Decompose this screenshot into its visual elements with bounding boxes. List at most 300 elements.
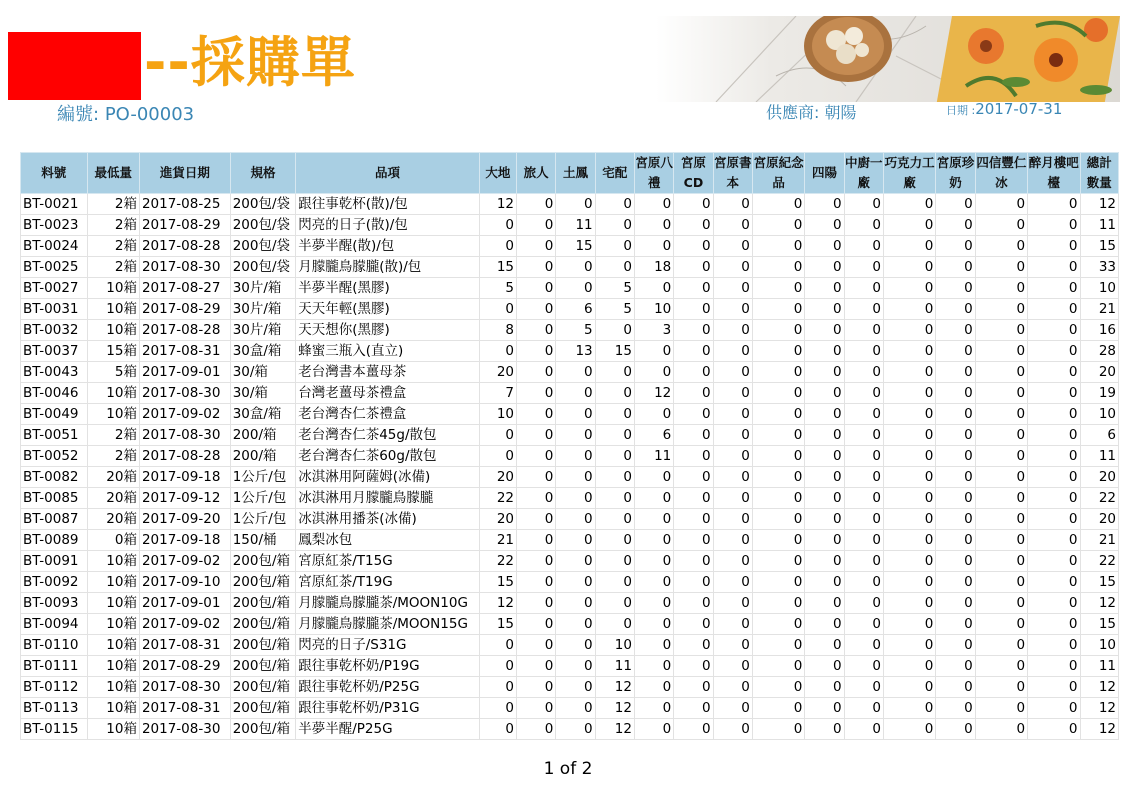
table-cell: 0 — [805, 383, 844, 404]
table-cell: 0 — [805, 593, 844, 614]
table-body — [21, 194, 1119, 740]
table-cell: 0 — [844, 551, 883, 572]
table-cell: 0 — [595, 446, 634, 467]
table-row — [21, 215, 1119, 236]
table-cell: 0 — [556, 656, 595, 677]
table-cell: 0 — [713, 467, 752, 488]
table-cell: 0 — [1028, 278, 1080, 299]
table-cell: 0 — [517, 320, 556, 341]
table-cell: 台灣老薑母茶禮盒 — [296, 383, 480, 404]
table-cell: 0 — [975, 404, 1027, 425]
table-cell: 0 — [674, 593, 713, 614]
table-cell: 0 — [752, 236, 804, 257]
table-cell: 13 — [556, 341, 595, 362]
table-cell: 0 — [1028, 656, 1080, 677]
table-cell: 0 — [517, 509, 556, 530]
table-cell: 6 — [556, 299, 595, 320]
table-cell: 12 — [1080, 593, 1118, 614]
table-cell: 10箱 — [87, 320, 139, 341]
table-cell: 0 — [805, 404, 844, 425]
table-cell: 0 — [844, 257, 883, 278]
table-cell: 0 — [883, 530, 935, 551]
table-cell: 0 — [936, 404, 975, 425]
table-cell: 0 — [752, 677, 804, 698]
table-cell: 6 — [634, 425, 673, 446]
table-cell: 0 — [805, 635, 844, 656]
table-cell: 20 — [479, 362, 516, 383]
table-cell: 33 — [1080, 257, 1118, 278]
table-cell: 冰淇淋用播茶(冰備) — [296, 509, 480, 530]
table-cell: 0 — [844, 278, 883, 299]
table-cell: 0 — [752, 530, 804, 551]
table-cell: 0 — [936, 551, 975, 572]
table-cell: 0 — [936, 383, 975, 404]
column-header: 料號 — [21, 153, 88, 194]
table-cell: 2017-09-01 — [139, 362, 230, 383]
table-row — [21, 362, 1119, 383]
table-row — [21, 635, 1119, 656]
table-cell: 0 — [556, 383, 595, 404]
table-cell: 0 — [936, 530, 975, 551]
table-cell: 12 — [479, 194, 516, 215]
table-cell: BT-0082 — [21, 467, 88, 488]
redacted-logo — [8, 32, 141, 100]
table-cell: 0 — [713, 278, 752, 299]
table-cell: 20 — [1080, 362, 1118, 383]
table-cell: 0 — [634, 404, 673, 425]
table-cell: 0 — [805, 488, 844, 509]
table-row — [21, 656, 1119, 677]
table-cell: 12 — [634, 383, 673, 404]
column-header: 宮原紀念品 — [752, 153, 804, 194]
table-cell: 0 — [517, 551, 556, 572]
table-cell: 0 — [595, 467, 634, 488]
date-label: 日期 : — [946, 104, 976, 117]
table-cell: 200/箱 — [230, 446, 296, 467]
table-cell: 0 — [1028, 383, 1080, 404]
table-cell: 0 — [936, 362, 975, 383]
table-cell: 200包/袋 — [230, 257, 296, 278]
table-cell: 2017-08-30 — [139, 677, 230, 698]
column-header: 大地 — [479, 153, 516, 194]
table-cell: 10箱 — [87, 572, 139, 593]
table-cell: 0 — [634, 341, 673, 362]
table-cell: 0 — [595, 383, 634, 404]
table-row — [21, 719, 1119, 740]
column-header: 最低量 — [87, 153, 139, 194]
table-cell: 20 — [1080, 509, 1118, 530]
table-row — [21, 551, 1119, 572]
table-cell: 15 — [1080, 236, 1118, 257]
table-cell: 0 — [805, 509, 844, 530]
table-cell: 0 — [883, 404, 935, 425]
table-cell: 0 — [634, 635, 673, 656]
table-cell: 2017-08-31 — [139, 698, 230, 719]
table-cell: 0 — [517, 677, 556, 698]
table-cell: 11 — [556, 215, 595, 236]
table-cell: 0 — [517, 530, 556, 551]
table-cell: 20箱 — [87, 509, 139, 530]
table-row — [21, 299, 1119, 320]
table-cell: 10箱 — [87, 383, 139, 404]
table-cell: 0 — [883, 719, 935, 740]
table-cell: 0 — [975, 383, 1027, 404]
table-cell: 0 — [936, 425, 975, 446]
table-cell: 0 — [844, 698, 883, 719]
table-cell: 0 — [752, 488, 804, 509]
table-cell: 0 — [713, 320, 752, 341]
table-cell: 2箱 — [87, 215, 139, 236]
table-cell: 0 — [1028, 425, 1080, 446]
table-cell: 0 — [595, 488, 634, 509]
table-cell: 0 — [517, 257, 556, 278]
table-cell: 0 — [975, 551, 1027, 572]
table-cell: 12 — [1080, 698, 1118, 719]
table-cell: 0 — [1028, 236, 1080, 257]
table-cell: 0 — [517, 656, 556, 677]
table-cell: 0 — [752, 257, 804, 278]
table-cell: 0 — [805, 278, 844, 299]
table-cell: 0 — [844, 404, 883, 425]
table-cell: 12 — [1080, 719, 1118, 740]
table-cell: 200包/箱 — [230, 677, 296, 698]
table-cell: 0 — [752, 551, 804, 572]
table-cell: 老台灣杏仁茶60g/散包 — [296, 446, 480, 467]
table-cell: 0 — [883, 236, 935, 257]
order-date — [946, 100, 1062, 118]
table-cell: 0 — [595, 593, 634, 614]
supplier-value: 朝陽 — [824, 103, 857, 122]
table-cell: 30盒/箱 — [230, 404, 296, 425]
table-cell: 0 — [1028, 530, 1080, 551]
table-cell: 0 — [674, 677, 713, 698]
table-cell: 0 — [805, 320, 844, 341]
table-cell: 0 — [805, 299, 844, 320]
table-cell: 0 — [752, 467, 804, 488]
table-cell: 0 — [634, 719, 673, 740]
table-row — [21, 194, 1119, 215]
table-cell: 2017-08-31 — [139, 635, 230, 656]
table-cell: 200包/袋 — [230, 236, 296, 257]
table-cell: 冰淇淋用阿薩姆(冰備) — [296, 467, 480, 488]
table-row — [21, 530, 1119, 551]
table-cell: 2017-08-28 — [139, 320, 230, 341]
column-header: 宮原CD — [674, 153, 713, 194]
table-cell: 0 — [634, 656, 673, 677]
table-cell: 0 — [595, 572, 634, 593]
column-header: 宮原書本 — [713, 153, 752, 194]
table-cell: 200包/箱 — [230, 551, 296, 572]
table-cell: 0 — [1028, 299, 1080, 320]
table-cell: 0 — [517, 719, 556, 740]
column-header: 進貨日期 — [139, 153, 230, 194]
table-cell: 0 — [556, 404, 595, 425]
table-row — [21, 341, 1119, 362]
table-cell: 0 — [936, 278, 975, 299]
po-number-label: 編號: — [57, 104, 100, 125]
table-cell: 20箱 — [87, 467, 139, 488]
table-cell: 2017-08-30 — [139, 425, 230, 446]
table-cell: 0 — [713, 593, 752, 614]
table-cell: 閃亮的日子/S31G — [296, 635, 480, 656]
table-cell: 22 — [1080, 551, 1118, 572]
table-row — [21, 593, 1119, 614]
table-row — [21, 320, 1119, 341]
table-cell: 0 — [805, 236, 844, 257]
table-cell: 0 — [883, 383, 935, 404]
table-cell: 11 — [595, 656, 634, 677]
table-cell: 2017-08-29 — [139, 656, 230, 677]
table-cell: 0 — [975, 215, 1027, 236]
table-cell: 0 — [479, 446, 516, 467]
table-cell: 0 — [674, 446, 713, 467]
table-cell: 0 — [936, 656, 975, 677]
table-cell: 0 — [805, 341, 844, 362]
table-cell: 2017-08-27 — [139, 278, 230, 299]
page-indicator: 1 of 2 — [543, 759, 593, 779]
table-cell: 20 — [1080, 467, 1118, 488]
table-cell: 0 — [556, 719, 595, 740]
table-cell: 老台灣書本薑母茶 — [296, 362, 480, 383]
table-cell: 0 — [479, 719, 516, 740]
table-cell: 0 — [1028, 614, 1080, 635]
table-cell: 10箱 — [87, 551, 139, 572]
table-cell: 0 — [595, 404, 634, 425]
table-cell: 12 — [479, 593, 516, 614]
date-value: 2017-07-31 — [975, 100, 1063, 118]
table-cell: 20箱 — [87, 488, 139, 509]
table-cell: 12 — [595, 698, 634, 719]
column-header: 四陽 — [805, 153, 844, 194]
table-cell: 0 — [674, 278, 713, 299]
table-cell: 2箱 — [87, 194, 139, 215]
table-cell: 0 — [805, 677, 844, 698]
table-cell: 0 — [1028, 404, 1080, 425]
table-cell: 0 — [936, 446, 975, 467]
table-cell: 21 — [1080, 530, 1118, 551]
table-cell: BT-0113 — [21, 698, 88, 719]
table-cell: 0 — [975, 593, 1027, 614]
table-cell: 老台灣杏仁茶禮盒 — [296, 404, 480, 425]
table-cell: 0 — [975, 698, 1027, 719]
table-cell: 0 — [936, 614, 975, 635]
table-cell: 0 — [634, 509, 673, 530]
column-header: 醉月樓吧檯 — [1028, 153, 1080, 194]
table-cell: 0 — [556, 488, 595, 509]
table-cell: 0 — [805, 467, 844, 488]
table-cell: 0 — [556, 635, 595, 656]
table-cell: 0 — [556, 677, 595, 698]
table-cell: 10箱 — [87, 278, 139, 299]
table-cell: 30/箱 — [230, 362, 296, 383]
table-cell: 0 — [517, 278, 556, 299]
table-cell: 0 — [713, 509, 752, 530]
table-cell: 11 — [1080, 215, 1118, 236]
table-cell: 0 — [479, 425, 516, 446]
table-cell: 2017-08-30 — [139, 719, 230, 740]
table-cell: 老台灣杏仁茶45g/散包 — [296, 425, 480, 446]
table-cell: 5 — [479, 278, 516, 299]
table-cell: 0 — [674, 572, 713, 593]
table-row — [21, 614, 1119, 635]
table-cell: 0 — [844, 320, 883, 341]
table-row — [21, 446, 1119, 467]
table-cell: 0 — [844, 677, 883, 698]
table-cell: 150/桶 — [230, 530, 296, 551]
table-cell: 16 — [1080, 320, 1118, 341]
table-cell: 0 — [479, 677, 516, 698]
column-header: 品項 — [296, 153, 480, 194]
table-cell: 0 — [674, 509, 713, 530]
table-cell: 0 — [975, 320, 1027, 341]
table-cell: 0 — [936, 572, 975, 593]
table-cell: 2箱 — [87, 236, 139, 257]
table-cell: 0 — [713, 488, 752, 509]
table-cell: 0 — [713, 446, 752, 467]
table-cell: 0 — [975, 509, 1027, 530]
table-cell: 0 — [752, 341, 804, 362]
table-cell: 月朦朧鳥朦朧(散)/包 — [296, 257, 480, 278]
column-header: 巧克力工廠 — [883, 153, 935, 194]
table-row — [21, 677, 1119, 698]
table-cell: 10箱 — [87, 593, 139, 614]
table-cell: 0 — [805, 530, 844, 551]
table-cell: 0 — [844, 614, 883, 635]
table-cell: 0 — [713, 635, 752, 656]
table-row — [21, 404, 1119, 425]
table-cell: 0 — [936, 320, 975, 341]
table-cell: 0 — [556, 278, 595, 299]
table-cell: 0 — [936, 236, 975, 257]
table-cell: 0 — [674, 299, 713, 320]
table-cell: 0 — [975, 530, 1027, 551]
table-cell: 0 — [713, 362, 752, 383]
table-cell: 0 — [883, 278, 935, 299]
decorative-banner-image — [656, 16, 1120, 102]
table-cell: 0 — [883, 446, 935, 467]
table-cell: 0 — [634, 278, 673, 299]
table-cell: 10箱 — [87, 677, 139, 698]
table-cell: 2017-08-30 — [139, 383, 230, 404]
table-cell: 0 — [883, 362, 935, 383]
table-cell: 0 — [883, 656, 935, 677]
table-cell: 0 — [517, 299, 556, 320]
table-cell: 12 — [595, 677, 634, 698]
table-cell: 0 — [936, 593, 975, 614]
table-cell: 0 — [713, 719, 752, 740]
table-cell: 0 — [936, 257, 975, 278]
table-cell: 0 — [634, 362, 673, 383]
table-cell: 0 — [752, 299, 804, 320]
table-cell: 2017-08-28 — [139, 446, 230, 467]
table-cell: 200包/箱 — [230, 572, 296, 593]
table-row — [21, 278, 1119, 299]
table-cell: 0 — [595, 614, 634, 635]
table-cell: 0 — [556, 614, 595, 635]
supplier-label: 供應商: — [766, 103, 820, 122]
table-cell: 0 — [674, 425, 713, 446]
table-cell: 22 — [479, 488, 516, 509]
table-cell: 15 — [556, 236, 595, 257]
table-cell: 0 — [975, 425, 1027, 446]
table-cell: 0 — [634, 677, 673, 698]
column-header: 旅人 — [517, 153, 556, 194]
table-cell: 10箱 — [87, 719, 139, 740]
table-cell: 0 — [975, 572, 1027, 593]
table-cell: 0 — [517, 698, 556, 719]
table-cell: 0 — [556, 593, 595, 614]
table-cell: 200包/袋 — [230, 215, 296, 236]
table-cell: 11 — [1080, 446, 1118, 467]
table-cell: 0 — [517, 467, 556, 488]
table-cell: 跟往事乾杯奶/P25G — [296, 677, 480, 698]
column-header: 四信豐仁冰 — [975, 153, 1027, 194]
table-cell: 0 — [1028, 446, 1080, 467]
table-cell: BT-0089 — [21, 530, 88, 551]
table-cell: 10箱 — [87, 635, 139, 656]
table-cell: 0 — [1028, 593, 1080, 614]
table-cell: 0 — [634, 698, 673, 719]
table-cell: 30片/箱 — [230, 320, 296, 341]
table-cell: 0 — [844, 425, 883, 446]
table-cell: 0 — [975, 299, 1027, 320]
table-cell: 0 — [713, 614, 752, 635]
table-cell: 2017-08-29 — [139, 299, 230, 320]
table-cell: BT-0093 — [21, 593, 88, 614]
table-cell: 0 — [713, 341, 752, 362]
table-cell: 0 — [1028, 572, 1080, 593]
table-cell: 宮原紅茶/T19G — [296, 572, 480, 593]
table-cell: 12 — [595, 719, 634, 740]
table-cell: BT-0112 — [21, 677, 88, 698]
table-cell: 0箱 — [87, 530, 139, 551]
table-cell: 0 — [844, 215, 883, 236]
table-cell: 0 — [975, 362, 1027, 383]
table-cell: 0 — [883, 635, 935, 656]
table-cell: 0 — [517, 635, 556, 656]
table-cell: 0 — [752, 320, 804, 341]
table-cell: 18 — [634, 257, 673, 278]
table-cell: 0 — [844, 635, 883, 656]
table-row — [21, 509, 1119, 530]
table-cell: 0 — [517, 488, 556, 509]
table-cell: 0 — [634, 572, 673, 593]
table-cell: 0 — [752, 698, 804, 719]
table-cell: 0 — [975, 635, 1027, 656]
table-cell: 0 — [1028, 467, 1080, 488]
table-cell: 0 — [674, 194, 713, 215]
column-header: 土鳳 — [556, 153, 595, 194]
table-cell: 0 — [883, 194, 935, 215]
table-cell: 0 — [883, 509, 935, 530]
table-cell: 0 — [936, 215, 975, 236]
table-cell: 10 — [479, 404, 516, 425]
table-cell: BT-0046 — [21, 383, 88, 404]
table-cell: BT-0049 — [21, 404, 88, 425]
table-cell: 0 — [517, 362, 556, 383]
table-cell: 0 — [595, 530, 634, 551]
table-cell: 2箱 — [87, 425, 139, 446]
table-cell: 3 — [634, 320, 673, 341]
table-cell: 0 — [713, 656, 752, 677]
table-cell: 0 — [936, 509, 975, 530]
table-row — [21, 698, 1119, 719]
table-cell: 0 — [936, 467, 975, 488]
table-cell: 0 — [634, 467, 673, 488]
table-cell: 0 — [1028, 194, 1080, 215]
table-cell: BT-0085 — [21, 488, 88, 509]
table-cell: 0 — [936, 299, 975, 320]
